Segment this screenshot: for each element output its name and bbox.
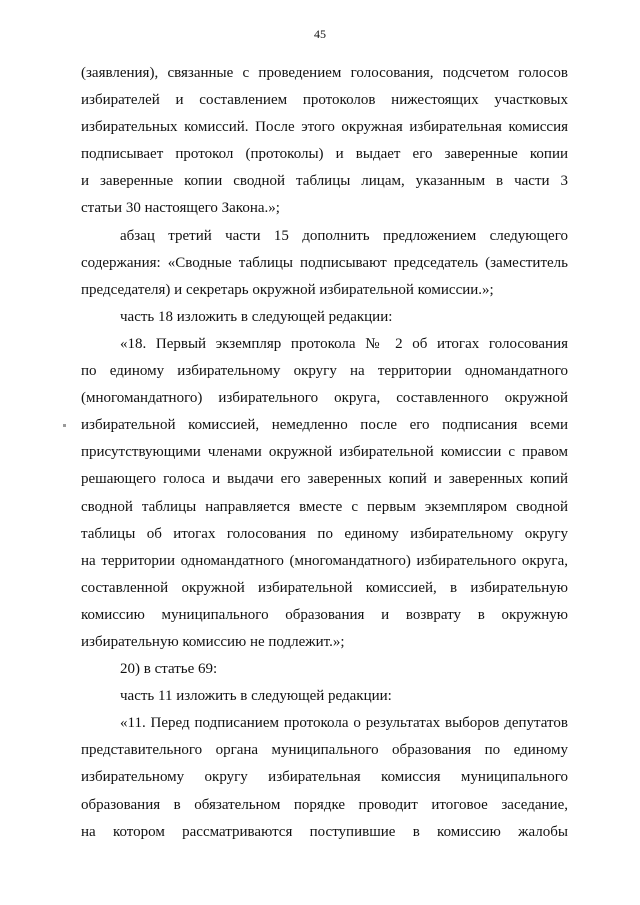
text-line: (заявления), связанные с проведением голосования, подсчетом голосов [81, 65, 568, 81]
text-line: председателя) и секретарь окружной избирательной комиссии.»; [81, 281, 494, 298]
text-line: 20) в статье 69: [120, 661, 218, 678]
document-body [81, 60, 568, 846]
text-line: избирательных комиссий. После этого окружная избирательная комиссия [81, 119, 568, 136]
text-line: образования в обязательном порядке проводит итоговое заседание, [81, 796, 568, 813]
text-line: представительного органа муниципального образования по единому [81, 742, 568, 759]
text-line: сводной таблицы направляется вместе с первым экземпляром сводной [81, 498, 568, 515]
text-line: абзац третий части 15 дополнить предложением следующего [120, 227, 568, 244]
text-line: составленной окружной избирательной комиссией, в избирательную [81, 579, 568, 596]
text-line: (многомандатного) избирательного округа, составленного окружной [81, 390, 568, 407]
text-line: часть 11 изложить в следующей редакции: [120, 688, 392, 705]
text-line: присутствующими членами окружной избирательной комиссии с правом [81, 444, 568, 461]
text-line: избирательной комиссией, немедленно после его подписания всеми [81, 417, 568, 434]
page-number: 45 [314, 27, 326, 41]
text-line: на котором рассматриваются поступившие в комиссию жалобы [81, 823, 568, 840]
text-line: решающего голоса и выдачи его заверенных копий и заверенных копий [81, 471, 568, 488]
text-line: статьи 30 настоящего Закона.»; [81, 200, 280, 217]
text-line: на территории одномандатного (многомандатного) избирательного округа, [81, 552, 568, 569]
text-line: по единому избирательному округу на территории одномандатного [81, 363, 568, 380]
text-line: и заверенные копии сводной таблицы лицам, указанным в части 3 [81, 173, 568, 190]
text-line: избирательную комиссию не подлежит.»; [81, 633, 345, 650]
text-line: избирательному округу избирательная комиссия муниципального [81, 769, 568, 786]
text-line: таблицы об итогах голосования по единому избирательному округу [81, 525, 568, 542]
text-line: избирателей и составлением протоколов нижестоящих участковых [81, 92, 568, 109]
text-line: часть 18 изложить в следующей редакции: [120, 308, 393, 325]
text-line: содержания: «Сводные таблицы подписывают председатель (заместитель [81, 254, 568, 271]
margin-mark [63, 424, 66, 427]
text-line: подписывает протокол (протоколы) и выдает его заверенные копии [81, 146, 568, 163]
text-line: комиссию муниципального образования и возврату в окружную [81, 606, 568, 623]
text-line: «18. Первый экземпляр протокола № 2 об итогах голосования [120, 335, 568, 352]
text-line: «11. Перед подписанием протокола о результатах выборов депутатов [120, 715, 568, 732]
